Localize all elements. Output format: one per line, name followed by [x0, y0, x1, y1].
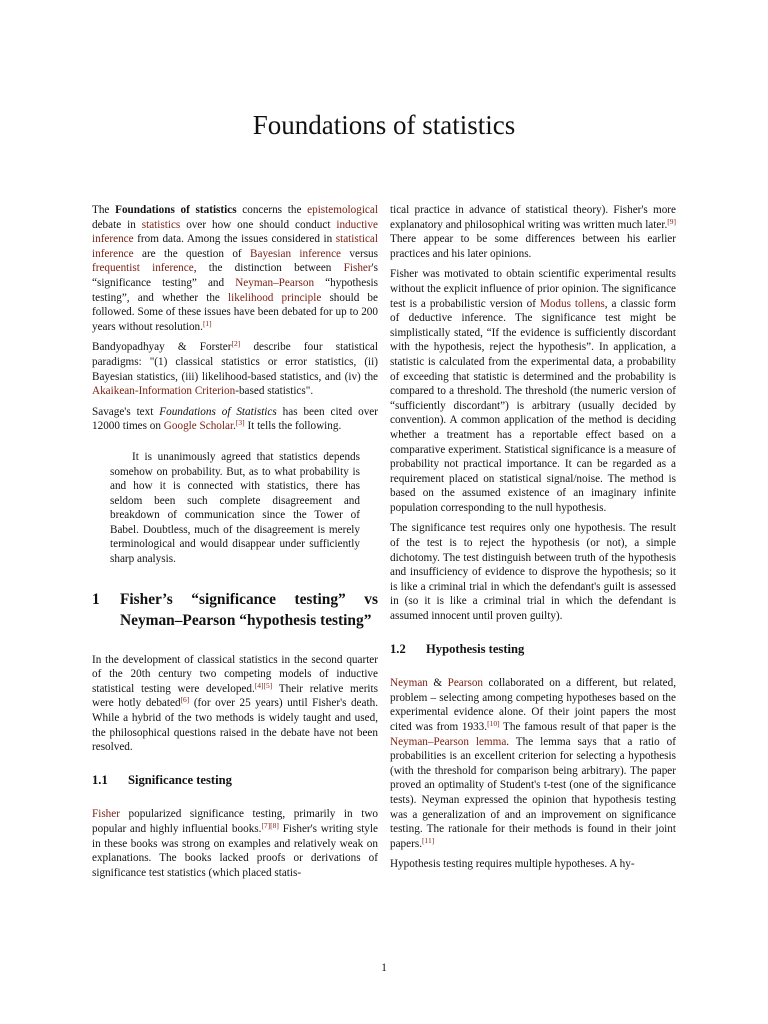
text: popularized significance testing, primarily in two popular and highly influential books. [92, 808, 378, 835]
multiple-hypotheses-paragraph: Hypothesis testing requires multiple hypotheses. A hy- [390, 858, 635, 871]
motivation-paragraph [390, 267, 676, 515]
neyman-pearson-paragraph [390, 676, 676, 851]
text: “hypothesis testing”, and whether the [92, 276, 379, 304]
link-neyman-pearson[interactable]: Neyman–Pearson [235, 276, 315, 289]
text: -based statistics". [235, 385, 314, 398]
link-akaike-criterion[interactable]: Akaikean-Information Criterion [92, 385, 236, 398]
citation-link[interactable]: [2] [231, 339, 241, 349]
text: tical practice in advance of statistical theory). Fisher's more explanatory and philosophical writing was written much later. [390, 204, 676, 231]
text: . The lemma says that a ratio of probabilities is an excellent criterion for selecting a hypothesis (with the threshold for comparison being arbitrary). The paper proved an optimality of Student's t-test (one of the significance tests). Neyman expressed the opinion that hypothesis testing was a generalization of and an improvement on significance testing. The rationale for their methods is found in their joint papers. [390, 735, 676, 850]
text: In the development of classical statistics in the second quarter of the 20th century two competing models of inductive statistical testing were developed. [92, 653, 378, 695]
text: , the distinction between [193, 262, 344, 275]
link-frequentist-inference[interactable]: frequentist inference [92, 262, 194, 275]
savage-paragraph [92, 405, 378, 434]
text: are the question of [133, 247, 251, 260]
text: has been cited over 12000 times on [92, 405, 378, 433]
link-statistical-inference[interactable]: statistical inference [92, 233, 378, 260]
link-neyman-pearson-lemma[interactable]: Neyman–Pearson lemma [390, 735, 507, 748]
text: versus [341, 247, 378, 260]
text: The famous result of that paper is the [499, 721, 676, 733]
text: . [233, 420, 236, 433]
text: Bandyopadhyay & Forster [92, 341, 232, 354]
subsection-title: Significance testing [128, 772, 232, 787]
citation-link[interactable]: [6] [180, 695, 190, 705]
link-neyman[interactable]: Neyman [390, 677, 428, 690]
link-fisher[interactable]: Fisher [343, 262, 372, 275]
book-title: Foundations of Statistics [159, 405, 277, 418]
text: from data. Among the issues considered in [133, 233, 336, 246]
text: , a classic form of deductive inference. The significance test might be simplistically stated, “If the evidence is sufficiently discordant with the hypothesis, reject the hypothesis”. In application, a statistic is calculated from the experimental data, a probability of exceeding that statistic is determined and the probability is compared to a threshold. The threshold (the numeric version of “sufficiently discordant”) is arbitrary (usually decided by convention). A common application of the method is deciding whether a treatment has a reportable effect based on a comparative experiment. Statistical significance is a measure of probability not practical importance. It can be regarded as a requirement placed on statistical signal/noise. The method is based on the assumed existence of an imaginary infinite population corresponding to the null hypothesis. [390, 297, 676, 514]
section-heading-1 [92, 589, 378, 631]
left-column [92, 203, 378, 880]
history-paragraph [92, 653, 378, 755]
text: The [92, 204, 116, 216]
subsection-title: Hypothesis testing [426, 641, 525, 656]
text: debate in [92, 218, 142, 231]
intro-paragraph [92, 203, 378, 334]
continuation-paragraph [390, 203, 676, 261]
link-pearson[interactable]: Pearson [447, 677, 484, 690]
text: Their relative merits were hotly debated [92, 682, 378, 710]
page-title: Foundations of statistics [252, 110, 516, 140]
text: & [427, 677, 448, 690]
significance-paragraph [92, 807, 378, 880]
subsection-heading-1-2 [390, 642, 676, 657]
text: Fisher's writing style in these books was strong on examples and relatively weak on explanations. The books lacked proofs or derivations of significance test statistics (which placed statis- [92, 823, 378, 879]
paradigms-paragraph [92, 340, 378, 398]
text: over how one should conduct [180, 218, 337, 231]
link-likelihood-principle[interactable]: likelihood principle [228, 291, 322, 304]
bold-term: Foundations of statistics [115, 204, 237, 216]
link-statistics[interactable]: statistics [141, 218, 181, 231]
text: collaborated on a different, but related, problem – selecting among competing hypotheses based on the experimental evidence alone. Of their joint papers the most cited was from 1933. [390, 677, 677, 733]
text: There appear to be some differences between his earlier practices and his later opinions. [390, 233, 676, 260]
subsection-number: 1.2 [390, 641, 406, 656]
text: concerns the [236, 204, 308, 216]
link-bayesian-inference[interactable]: Bayesian inference [250, 247, 342, 260]
quote-text: It is unanimously agreed that statistics depends somehow on probability. But, as to what probability is and how it is connected with statistics, there has seldom been such complete disagreement and breakdown of communication since the Tower of Babel. Doubtless, much of the disagreement is merely terminological and would disappear under sufficiently sharp analysis. [110, 450, 360, 566]
subsection-heading-1-1 [92, 773, 378, 788]
text: should be followed. Some of these issues have been debated for up to 200 years without resolution. [92, 291, 378, 333]
page-number: 1 [381, 962, 387, 974]
link-modus-tollens[interactable]: Modus tollens [539, 297, 605, 310]
link-epistemological[interactable]: epistemological [307, 204, 378, 216]
text: (for over 25 years) until Fisher's death. While a hybrid of the two methods is widely taught and used, the philosophical questions raised in the debate have not been resolved. [92, 697, 378, 754]
link-inductive-inference[interactable]: inductive inference [92, 218, 378, 246]
text: Fisher was motivated to obtain scientific experimental results without the explicit influence of prior opinion. The significance test is a probabilistic version of [390, 268, 676, 310]
citation-link[interactable]: [9] [667, 216, 676, 226]
text: It tells the following. [244, 420, 342, 433]
citation-link[interactable]: [1] [202, 318, 212, 328]
citation-link[interactable]: [4][5] [254, 680, 273, 690]
link-google-scholar[interactable]: Google Scholar [163, 420, 234, 433]
block-quote [110, 450, 360, 567]
one-hypothesis-paragraph: The significance test requires only one hypothesis. The result of the test is to reject the hypothesis (or not), a simple dichotomy. The test distinguish between truth of the hypothesis and insufficiency of evidence to disprove the hypothesis; so it is like a criminal trial in which the defendant's guilt is assessed in (so it is like a criminal trial in which the defendant is assumed innocent until proven guilty). [390, 522, 676, 623]
citation-link[interactable]: [3] [235, 418, 245, 428]
link-fisher[interactable]: Fisher [92, 808, 120, 821]
section-title: Fisher’s “significance testing” vs Neyman–Pearson “hypothesis testing” [120, 590, 378, 629]
citation-link[interactable]: [7][8] [261, 821, 279, 830]
section-number: 1 [92, 590, 100, 608]
citation-link[interactable]: [10] [487, 719, 500, 728]
text: Savage's text [92, 405, 160, 418]
text: 's “significance testing” and [92, 262, 378, 289]
text: describe four statistical paradigms: "(1) classical statistics or error statistics, (ii) Bayesian statistics, (iii) likelihood-based statistics, and (iv) the [92, 341, 378, 383]
subsection-number: 1.1 [92, 772, 108, 787]
right-column [390, 203, 676, 872]
citation-link[interactable]: [11] [422, 835, 435, 845]
